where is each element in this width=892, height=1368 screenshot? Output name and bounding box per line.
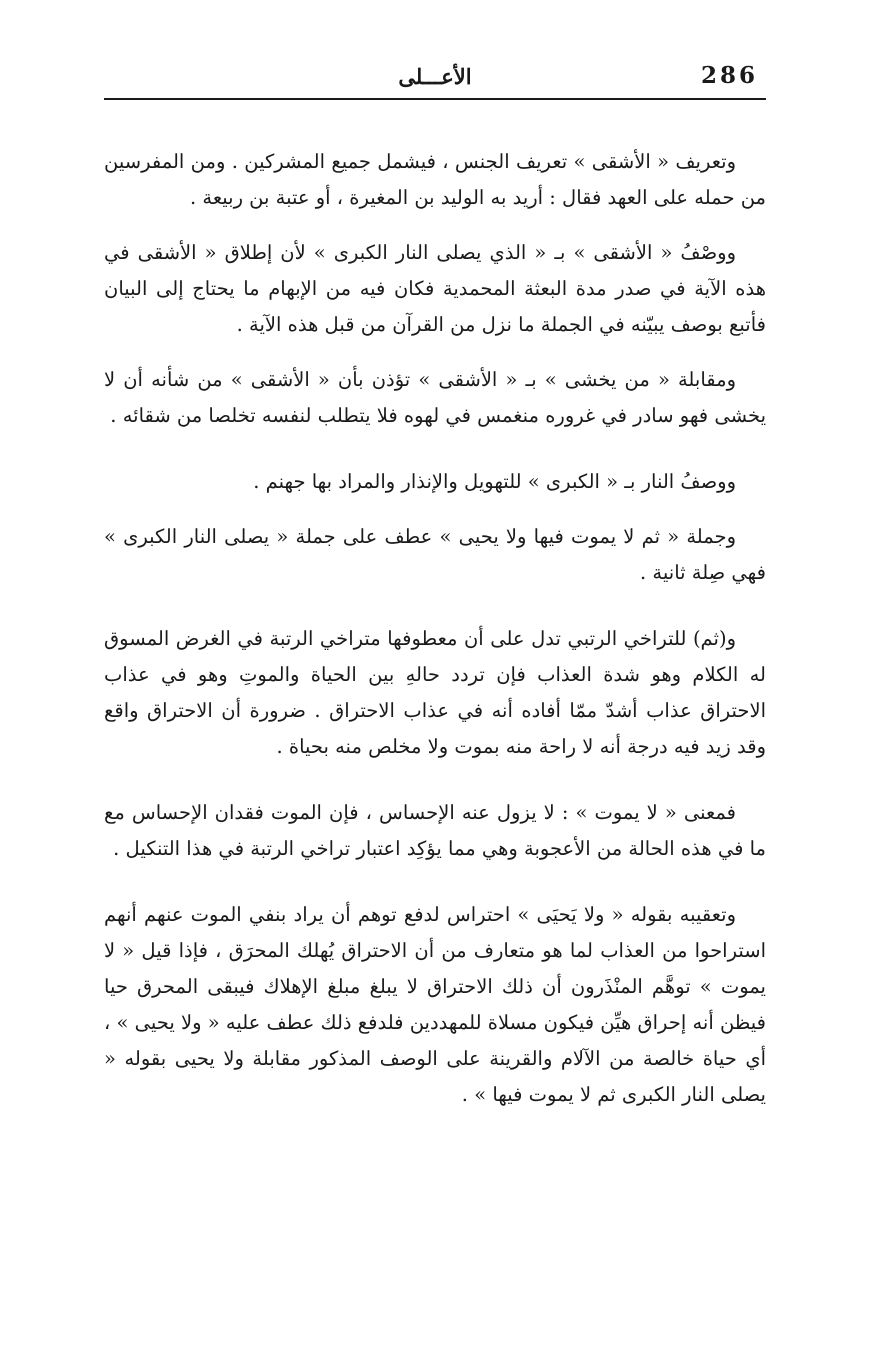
paragraph-description: ووصْفُ « الأشقى » بـ « الذي يصلى النار الكبرى » لأن إطلاق « الأشقى في هذه الآية في صدر مدة البعثة المحمدية فكان فيه من الإبهام ما يحتاج إلى البيان فأتبع بوصف يبيّنه في الجملة ما نزل من القرآن من قبل هذه الآية . <box>104 241 766 336</box>
paragraph-thumma: و(ثم) للتراخي الرتبي تدل على أن معطوفها متراخي الرتبة في الغرض المسوق له الكلام وهو شدة العذاب فإن تردد حالهِ بين الحياة والموتِ وهو في عذاب الاحتراق عذاب أشدّ ممّا أفاده أنه في عذاب الاحتراق . ضرورة أن الاحتراق واقع وقد زيد فيه درجة أنه لا راحة منه بموت ولا مخلص منه بحياة . <box>104 627 766 758</box>
paragraph-fire: ووصفُ النار بـ « الكبرى » للتهويل والإنذار والمراد بها جهنم . <box>253 470 736 493</box>
paragraph-followup: وتعقيبه بقوله « ولا يَحيَى » احتراس لدفع توهم أن يراد بنفي الموت عنهم أنهم استراحوا من العذاب لما هو متعارف من أن الاحتراق يُهلك المحرَق ، فإذا قيل « لا يموت » توهَّم المنْذَرون أن ذلك الاحتراق لا يبلغ مبلغ الإهلاك فيبقى المحرق حيا فيظن أنه إحراق هيِّن فيكون مسلاة للمهددين فلدفع ذلك عطف عليه « ولا يحيى » ، أي حياة خالصة من الآلام والقرينة على الوصف المذكور مقابلة ولا يحيى بقوله « يصلى النار الكبرى ثم لا يموت فيها » . <box>104 903 766 1106</box>
book-page <box>104 52 766 1342</box>
paragraph-meaning: فمعنى « لا يموت » : لا يزول عنه الإحساس ، فإن الموت فقدان الإحساس مع ما في هذه الحالة من الأعجوبة وهي مما يؤكِد اعتبار تراخي الرتبة في هذا التنكيل . <box>104 801 766 860</box>
paragraph-sentence: وجملة « ثم لا يموت فيها ولا يحيى » عطف على جملة « يصلى النار الكبرى » فهي صِلة ثانية . <box>104 525 766 584</box>
page-number: 286 <box>700 62 758 89</box>
body-text <box>104 144 766 1113</box>
paragraph-contrast: ومقابلة « من يخشى » بـ « الأشقى » تؤذن بأن « الأشقى » من شأنه أن لا يخشى فهو سادر في غروره منغمس في لهوه فلا يتطلب لنفسه تخلصا من شقائه . <box>104 368 766 427</box>
running-header <box>104 52 766 100</box>
running-title: الأعـــلى <box>398 64 472 89</box>
paragraph-definition: وتعريف « الأشقى » تعريف الجنس ، فيشمل جميع المشركين . ومن المفرسين من حمله على العهد فقال : أريد به الوليد بن المغيرة ، أو عتبة بن ربيعة . <box>104 150 766 209</box>
